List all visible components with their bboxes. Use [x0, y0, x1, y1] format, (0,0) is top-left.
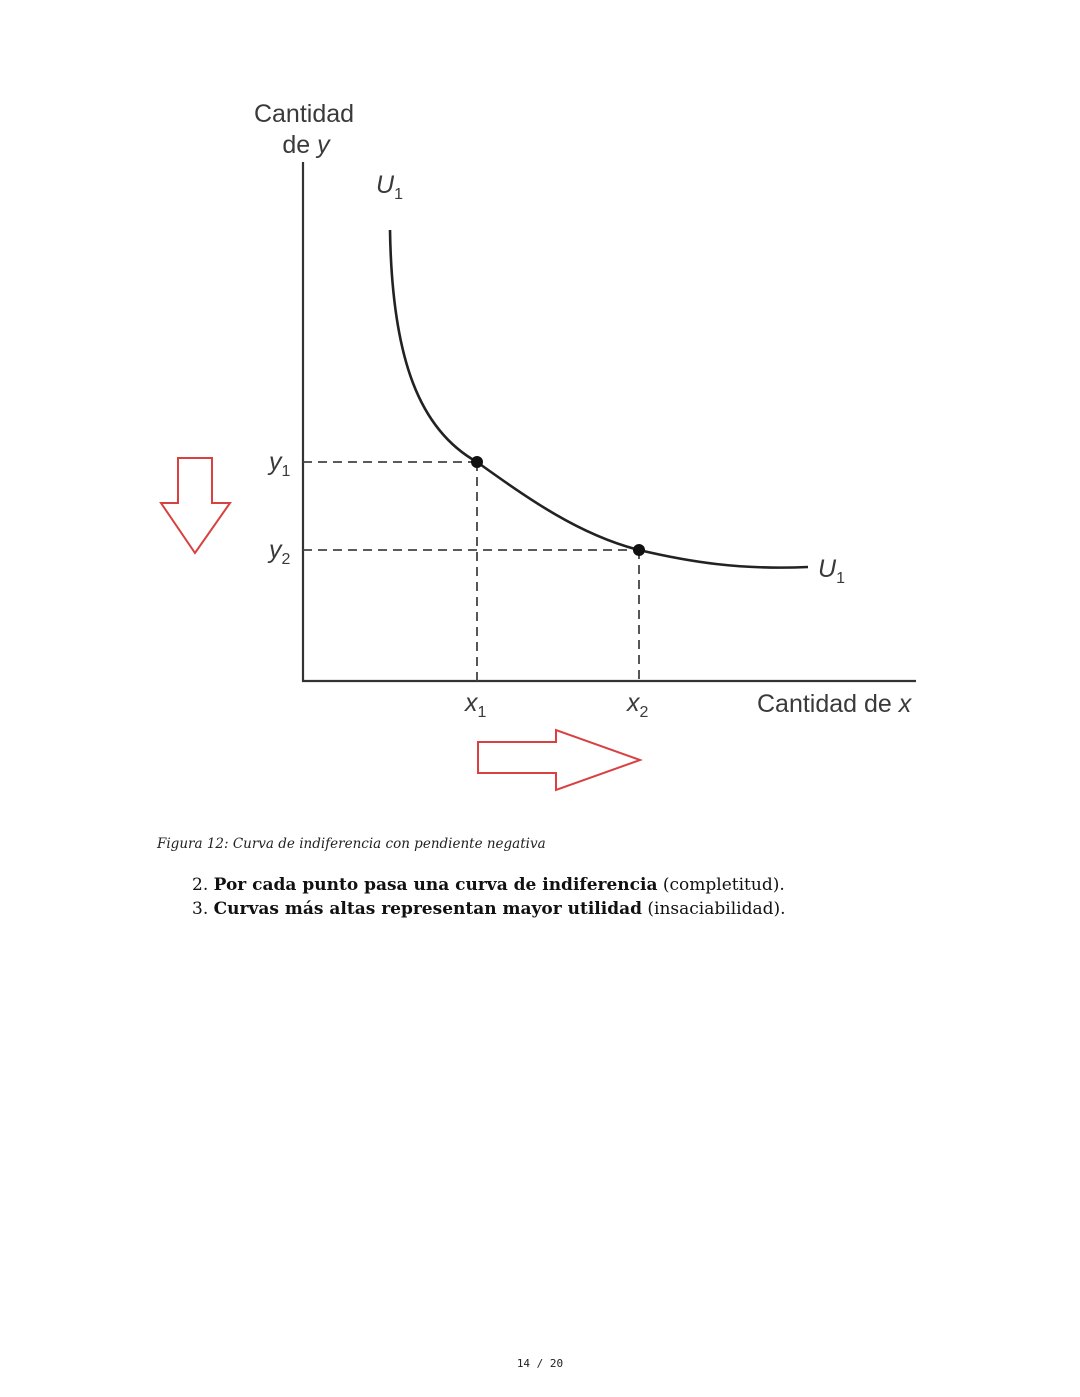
list-item-bold: Curvas más altas representan mayor utilidad — [213, 899, 642, 919]
figure-caption: Figura 12: Curva de indiferencia con pendiente negativa — [157, 836, 546, 852]
y-axis-label-line2: de y — [282, 131, 330, 159]
point-x2-y2 — [633, 544, 645, 556]
list-item-number: 2. — [192, 875, 209, 895]
list-item-rest: (insaciabilidad). — [642, 899, 786, 919]
x2-tick-label: $x_2$ — [627, 689, 649, 721]
y-axis-label-line1: Cantidad — [253, 100, 355, 128]
list-item-bold: Por cada punto pasa una curva de indiferencia — [213, 875, 658, 895]
properties-list — [192, 873, 786, 921]
page-number: 14 / 20 — [516, 1357, 564, 1370]
indifference-curve-u1 — [390, 230, 808, 568]
curve-label-top: $U_1$ — [376, 171, 403, 203]
list-item — [192, 897, 786, 921]
x-axis-label: Cantidad de x — [757, 690, 912, 718]
y1-tick-label: $y_1$ — [269, 448, 291, 480]
x1-tick-label: $x_1$ — [465, 689, 487, 721]
arrow-right-icon — [478, 730, 640, 790]
point-x1-y1 — [471, 456, 483, 468]
y2-tick-label: $y_2$ — [269, 536, 291, 568]
curve-label-right: $U_1$ — [818, 555, 845, 587]
list-item-number: 3. — [192, 899, 209, 919]
list-item-rest: (completitud). — [657, 875, 785, 895]
list-item — [192, 873, 786, 897]
arrow-down-icon — [161, 458, 230, 553]
